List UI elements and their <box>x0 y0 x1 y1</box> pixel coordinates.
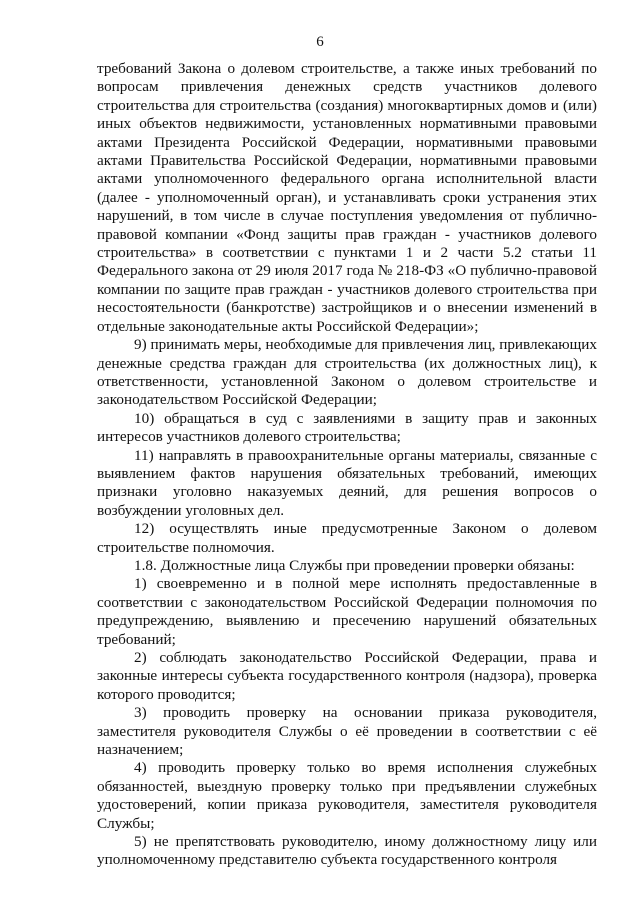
page-number: 6 <box>316 34 324 50</box>
paragraph-item-9: 9) принимать меры, необходимые для привлечения лиц, привлекающих денежные средства граждан для строительства (их должностных лиц), к ответственности, установленной Законом о долевом строительстве и законодательством Российской Федерации; <box>97 336 597 409</box>
section-heading-1-8: 1.8. Должностные лица Службы при проведении проверки обязаны: <box>134 556 575 574</box>
paragraph-item-11: 11) направлять в правоохранительные органы материалы, связанные с выявлением фактов нарушения обязательных требований, имеющих признаки уголовно наказуемых деяний, для решения вопросов о возбуждении уголовных дел. <box>97 446 597 519</box>
paragraph-duty-5: 5) не препятствовать руководителю, иному должностному лицу или уполномоченному представителю субъекта государственного контроля <box>97 833 597 869</box>
paragraph-duty-2: 2) соблюдать законодательство Российской Федерации, права и законные интересы субъекта государственного контроля (надзора), проверка которого проводится; <box>97 649 597 703</box>
document-body <box>97 60 597 870</box>
paragraph-item-10: 10) обращаться в суд с заявлениями в защиту прав и законных интересов участников долевого строительства; <box>97 409 597 446</box>
paragraph-duty-4: 4) проводить проверку только во время исполнения служебных обязанностей, выездную проверку только при предъявлении служебных удостоверений, копии приказа руководителя, заместителя руководителя Службы; <box>97 759 597 832</box>
paragraph-duty-1: 1) своевременно и в полной мере исполнять предоставленные в соответствии с законодательством Российской Федерации полномочия по предупреждению, выявлению и пресечению нарушений обязательных требований; <box>97 575 597 648</box>
paragraph-continuation: требований Закона о долевом строительстве, а также иных требований по вопросам привлечения денежных средств участников долевого строительства для строительства (создания) многоквартирных домов и (или) иных объектов недвижимости, установленных нормативными правовыми актами Президента Российской Федерации, нормативными правовыми актами Правительства Российской Федерации, нормативными правовыми актами уполномоченного федерального органа исполнительной власти (далее - уполномоченный орган), и устанавливать сроки устранения этих нарушений, в том числе в случае поступления уведомления от публично-правовой компании «Фонд защиты прав граждан - участников долевого строительства» в соответствии с пунктами 1 и 2 части 5.2 статьи 11 Федерального закона от 29 июля 2017 года № 218-ФЗ «О публично-правовой компании по защите прав граждан - участников долевого строительства при несостоятельности (банкротстве) застройщиков и о внесении изменений в отдельные законодательные акты Российской Федерации»; <box>97 60 597 335</box>
paragraph-duty-3: 3) проводить проверку на основании приказа руководителя, заместителя руководителя Службы о её проведении в соответствии с её назначением; <box>97 704 597 759</box>
paragraph-item-12: 12) осуществлять иные предусмотренные Законом о долевом строительстве полномочия. <box>97 520 597 556</box>
